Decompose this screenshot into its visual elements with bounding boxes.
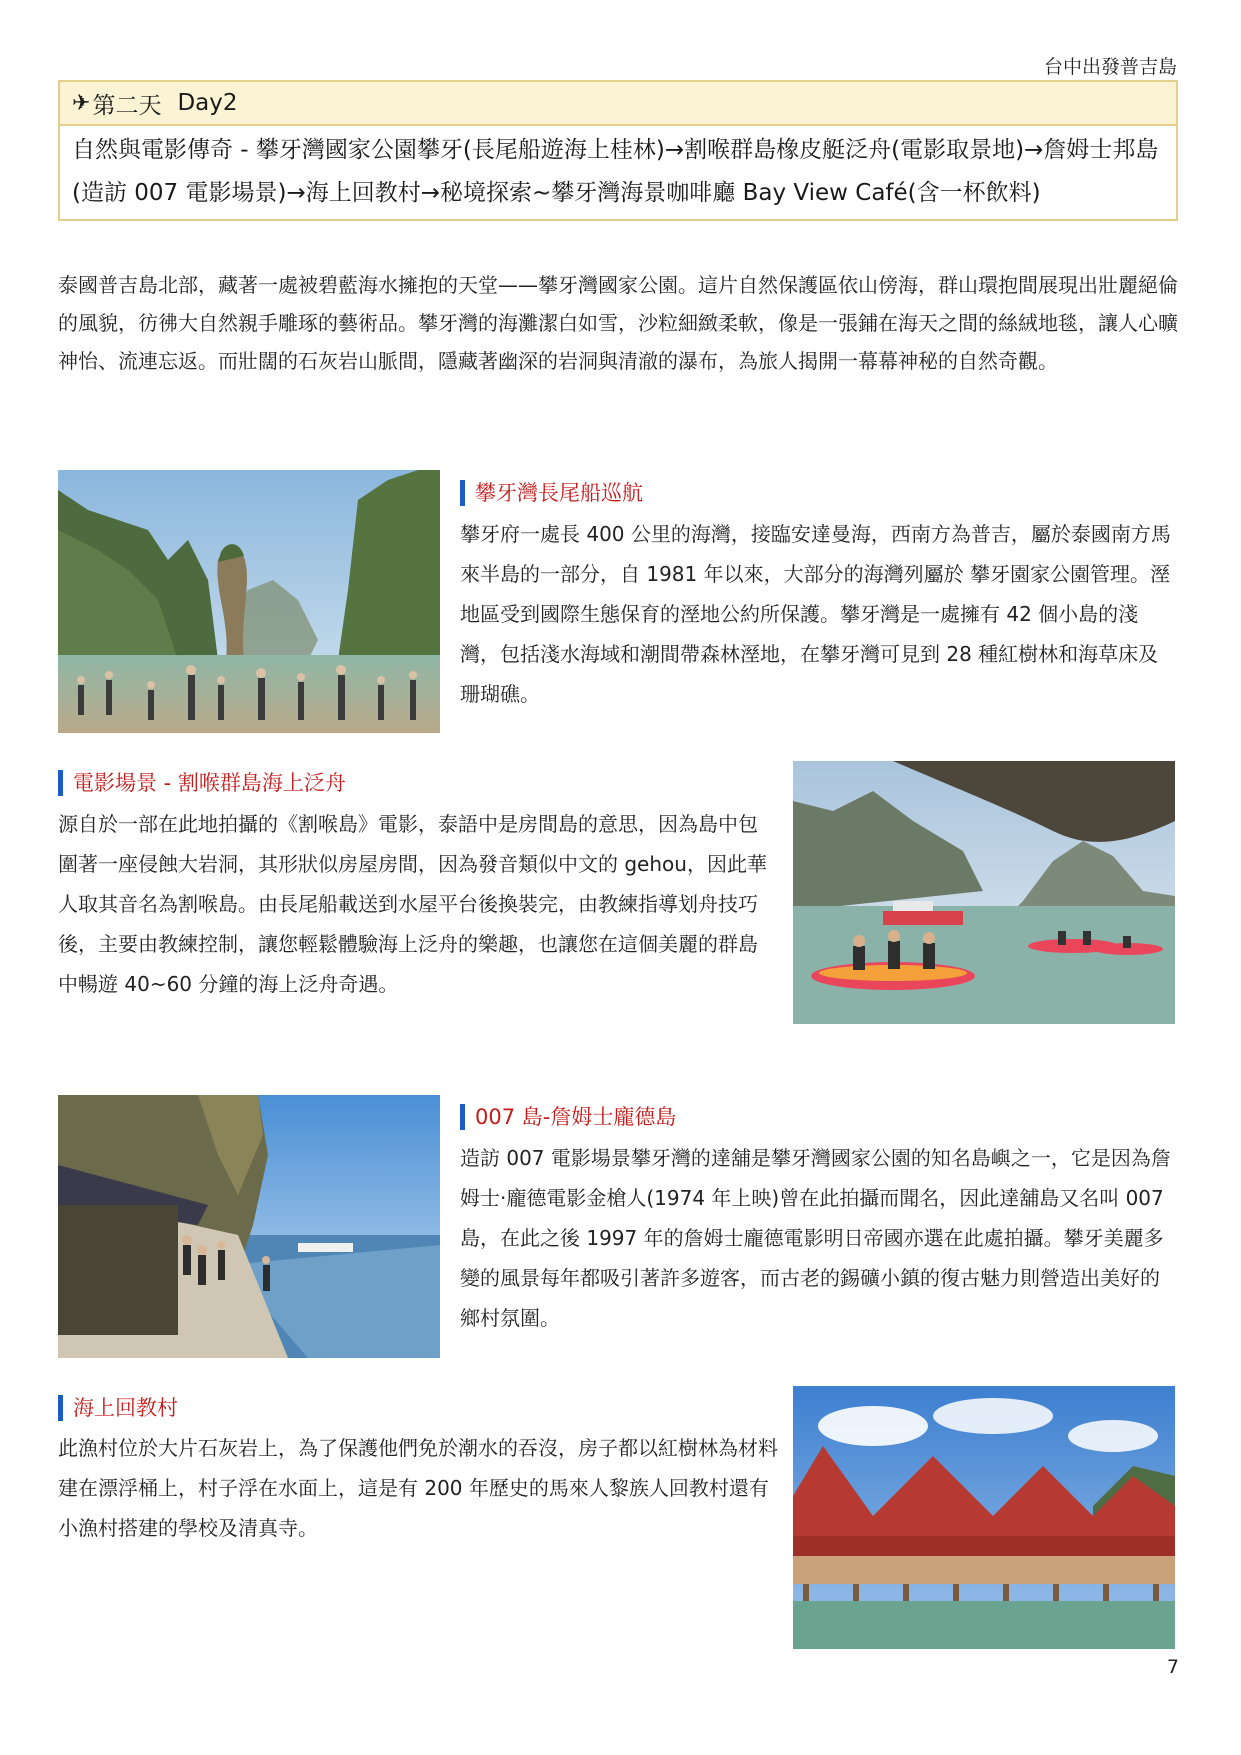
day-route: 自然與電影傳奇 - 攀牙灣國家公園攀牙(長尾船遊海上桂林)→割喉群島橡皮艇泛舟(電影取景地)→詹姆士邦島(造訪 007 電影場景)→海上回教村→秘境探索~攀牙灣海景咖啡廳 Bay View Café(含一杯飲料)	[72, 137, 1159, 206]
section-body-longtail-cruise: 攀牙府一處長 400 公里的海灣，接臨安達曼海，西南方為普吉，屬於泰國南方馬來半島的一部分，自 1981 年以來，大部分的海灣列屬於 攀牙園家公園管理。溼地區受到國際生態保育的溼地公約所保護。攀牙灣是一處擁有 42 個小島的淺灣，包括淺水海域和潮間帶森林溼地，在攀牙灣可見到 28 種紅樹林和海草床及珊瑚礁。	[460, 522, 1171, 706]
floating-village-photo	[793, 1386, 1175, 1649]
day-title	[60, 82, 1176, 126]
section-body-muslim-village: 此漁村位於大片石灰岩上，為了保護他們免於潮水的吞沒，房子都以紅樹林為材料建在漂浮桶上，村子浮在水面上，這是有 200 年歷史的馬來人黎族人回教村還有小漁村搭建的學校及清真寺。	[58, 1436, 778, 1540]
page-header-location: 台中出發普吉島	[1043, 56, 1177, 78]
section-title-muslim-village: 海上回教村	[58, 1395, 178, 1421]
airplane-icon: ✈	[72, 90, 91, 116]
day-title-cn: 第二天	[92, 92, 162, 119]
page-number: 7	[1166, 1656, 1179, 1678]
intro-paragraph: 泰國普吉島北部，藏著一處被碧藍海水擁抱的天堂——攀牙灣國家公園。這片自然保護區依山傍海，群山環抱間展現出壯麗絕倫的風貌，彷彿大自然親手雕琢的藝術品。攀牙灣的海灘潔白如雪，沙粒細緻柔軟，像是一張鋪在海天之間的絲絨地毯，讓人心曠神怡、流連忘返。而壯闊的石灰岩山脈間，隱藏著幽深的岩洞與清澈的瀑布，為旅人揭開一幕幕神秘的自然奇觀。	[58, 273, 1178, 373]
section-body-007-island: 造訪 007 電影場景攀牙灣的達舖是攀牙灣國家公園的知名島嶼之一，它是因為詹姆士·龐德電影金槍人(1974 年上映)曾在此拍攝而聞名，因此達舖島又名叫 007 島，在此之後 1997 年的詹姆士龐德電影明日帝國亦選在此處拍攝。攀牙美麗多變的風景每年都吸引著許多遊客，而古老的錫礦小鎮的復古魅力則營造出美好的鄉村氛圍。	[460, 1146, 1171, 1330]
day-title-en: Day2	[177, 90, 238, 116]
section-title-007-island: 007 島-詹姆士龐德島	[460, 1104, 676, 1130]
section-title-kayaking: 電影場景 - 割喉群島海上泛舟	[58, 770, 346, 796]
kayaking-photo	[793, 761, 1175, 1024]
section-title-longtail-cruise: 攀牙灣長尾船巡航	[460, 480, 643, 506]
day-itinerary-box	[58, 80, 1178, 221]
section-body-kayaking: 源自於一部在此地拍攝的《割喉島》電影，泰語中是房間島的意思，因為島中包圍著一座侵蝕大岩洞，其形狀似房屋房間，因為發音類似中文的 gehou，因此華人取其音名為割喉島。由長尾船載送到水屋平台後換裝完，由教練指導划舟技巧後，主要由教練控制，讓您輕鬆體驗海上泛舟的樂趣，也讓您在這個美麗的群島中暢遊 40~60 分鐘的海上泛舟奇遇。	[58, 812, 767, 996]
james-bond-island-photo	[58, 1095, 440, 1358]
phang-nga-bay-photo	[58, 470, 440, 733]
